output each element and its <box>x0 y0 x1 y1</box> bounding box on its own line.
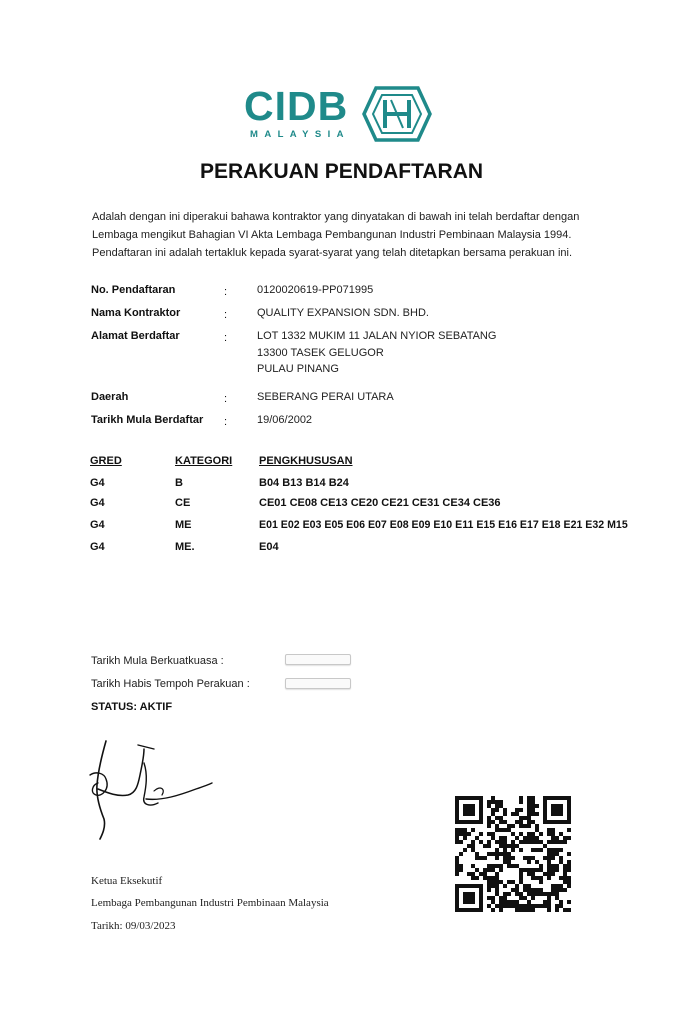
registered-since-value: 19/06/2002 <box>257 414 313 426</box>
table-cell-specialization: E01 E02 E03 E05 E06 E07 E08 E09 E10 E11 E15 E16 E17 E18 E21 E32 M15 <box>259 519 628 531</box>
logo-wordmark: CIDB <box>244 83 349 129</box>
grade-header: GRED <box>90 455 122 467</box>
page-title: PERAKUAN PENDAFTARAN <box>199 160 484 183</box>
signatory-organization: Lembaga Pembangunan Industri Pembinaan Malaysia <box>91 897 329 909</box>
registration-no-label: No. Pendaftaran <box>91 284 176 296</box>
colon: : <box>224 393 228 405</box>
qr-code-icon <box>455 796 571 912</box>
registered-since-label: Tarikh Mula Berdaftar <box>91 414 204 426</box>
cidb-logo <box>244 84 434 146</box>
expiry-date-field <box>285 678 351 689</box>
logo-country: MALAYSIA <box>250 129 350 140</box>
signature-image <box>84 735 216 845</box>
contractor-name-label: Nama Kontraktor <box>91 307 181 319</box>
table-cell-category: ME. <box>175 541 195 553</box>
expiry-date-label: Tarikh Habis Tempoh Perakuan : <box>91 678 250 690</box>
cidb-logo-icon <box>362 86 432 142</box>
table-cell-category: ME <box>175 519 192 531</box>
colon: : <box>224 286 228 298</box>
contractor-name-value: QUALITY EXPANSION SDN. BHD. <box>257 307 429 319</box>
colon: : <box>224 416 228 428</box>
table-cell-specialization: B04 B13 B14 B24 <box>259 477 349 489</box>
address-label: Alamat Berdaftar <box>91 330 180 342</box>
effective-date-field <box>285 654 351 665</box>
colon: : <box>224 309 228 321</box>
table-cell-grade: G4 <box>90 519 105 531</box>
status-badge: STATUS: AKTIF <box>91 701 173 713</box>
address-line-1: LOT 1332 MUKIM 11 JALAN NYIOR SEBATANG <box>257 330 497 342</box>
specialization-header: PENGKHUSUSAN <box>259 455 353 467</box>
district-value: SEBERANG PERAI UTARA <box>257 391 394 403</box>
table-cell-grade: G4 <box>90 477 105 489</box>
address-line-2: 13300 TASEK GELUGOR <box>257 347 384 359</box>
effective-date-label: Tarikh Mula Berkuatkuasa : <box>91 655 224 667</box>
table-cell-category: CE <box>175 497 191 509</box>
table-cell-category: B <box>175 477 183 489</box>
signatory-date: Tarikh: 09/03/2023 <box>91 920 176 932</box>
registration-no-value: 0120020619-PP071995 <box>257 284 374 296</box>
signatory-title: Ketua Eksekutif <box>91 875 163 887</box>
table-cell-specialization: CE01 CE08 CE13 CE20 CE21 CE31 CE34 CE36 <box>259 497 501 509</box>
address-line-3: PULAU PINANG <box>257 363 339 375</box>
colon: : <box>224 332 228 344</box>
table-cell-specialization: E04 <box>259 541 279 553</box>
table-cell-grade: G4 <box>90 497 105 509</box>
intro-paragraph: Adalah dengan ini diperakui bahawa kontraktor yang dinyatakan di bawah ini telah berdaftar dengan Lembaga mengikut Bahagian VI Akta Lembaga Pembangunan Industri Pembinaan Malaysia 1994. Pendaftaran ini adalah tertakluk kepada syarat-syarat yang telah ditetapkan bersama perakuan ini. <box>92 211 580 259</box>
category-header: KATEGORI <box>175 455 233 467</box>
table-cell-grade: G4 <box>90 541 105 553</box>
district-label: Daerah <box>91 391 129 403</box>
